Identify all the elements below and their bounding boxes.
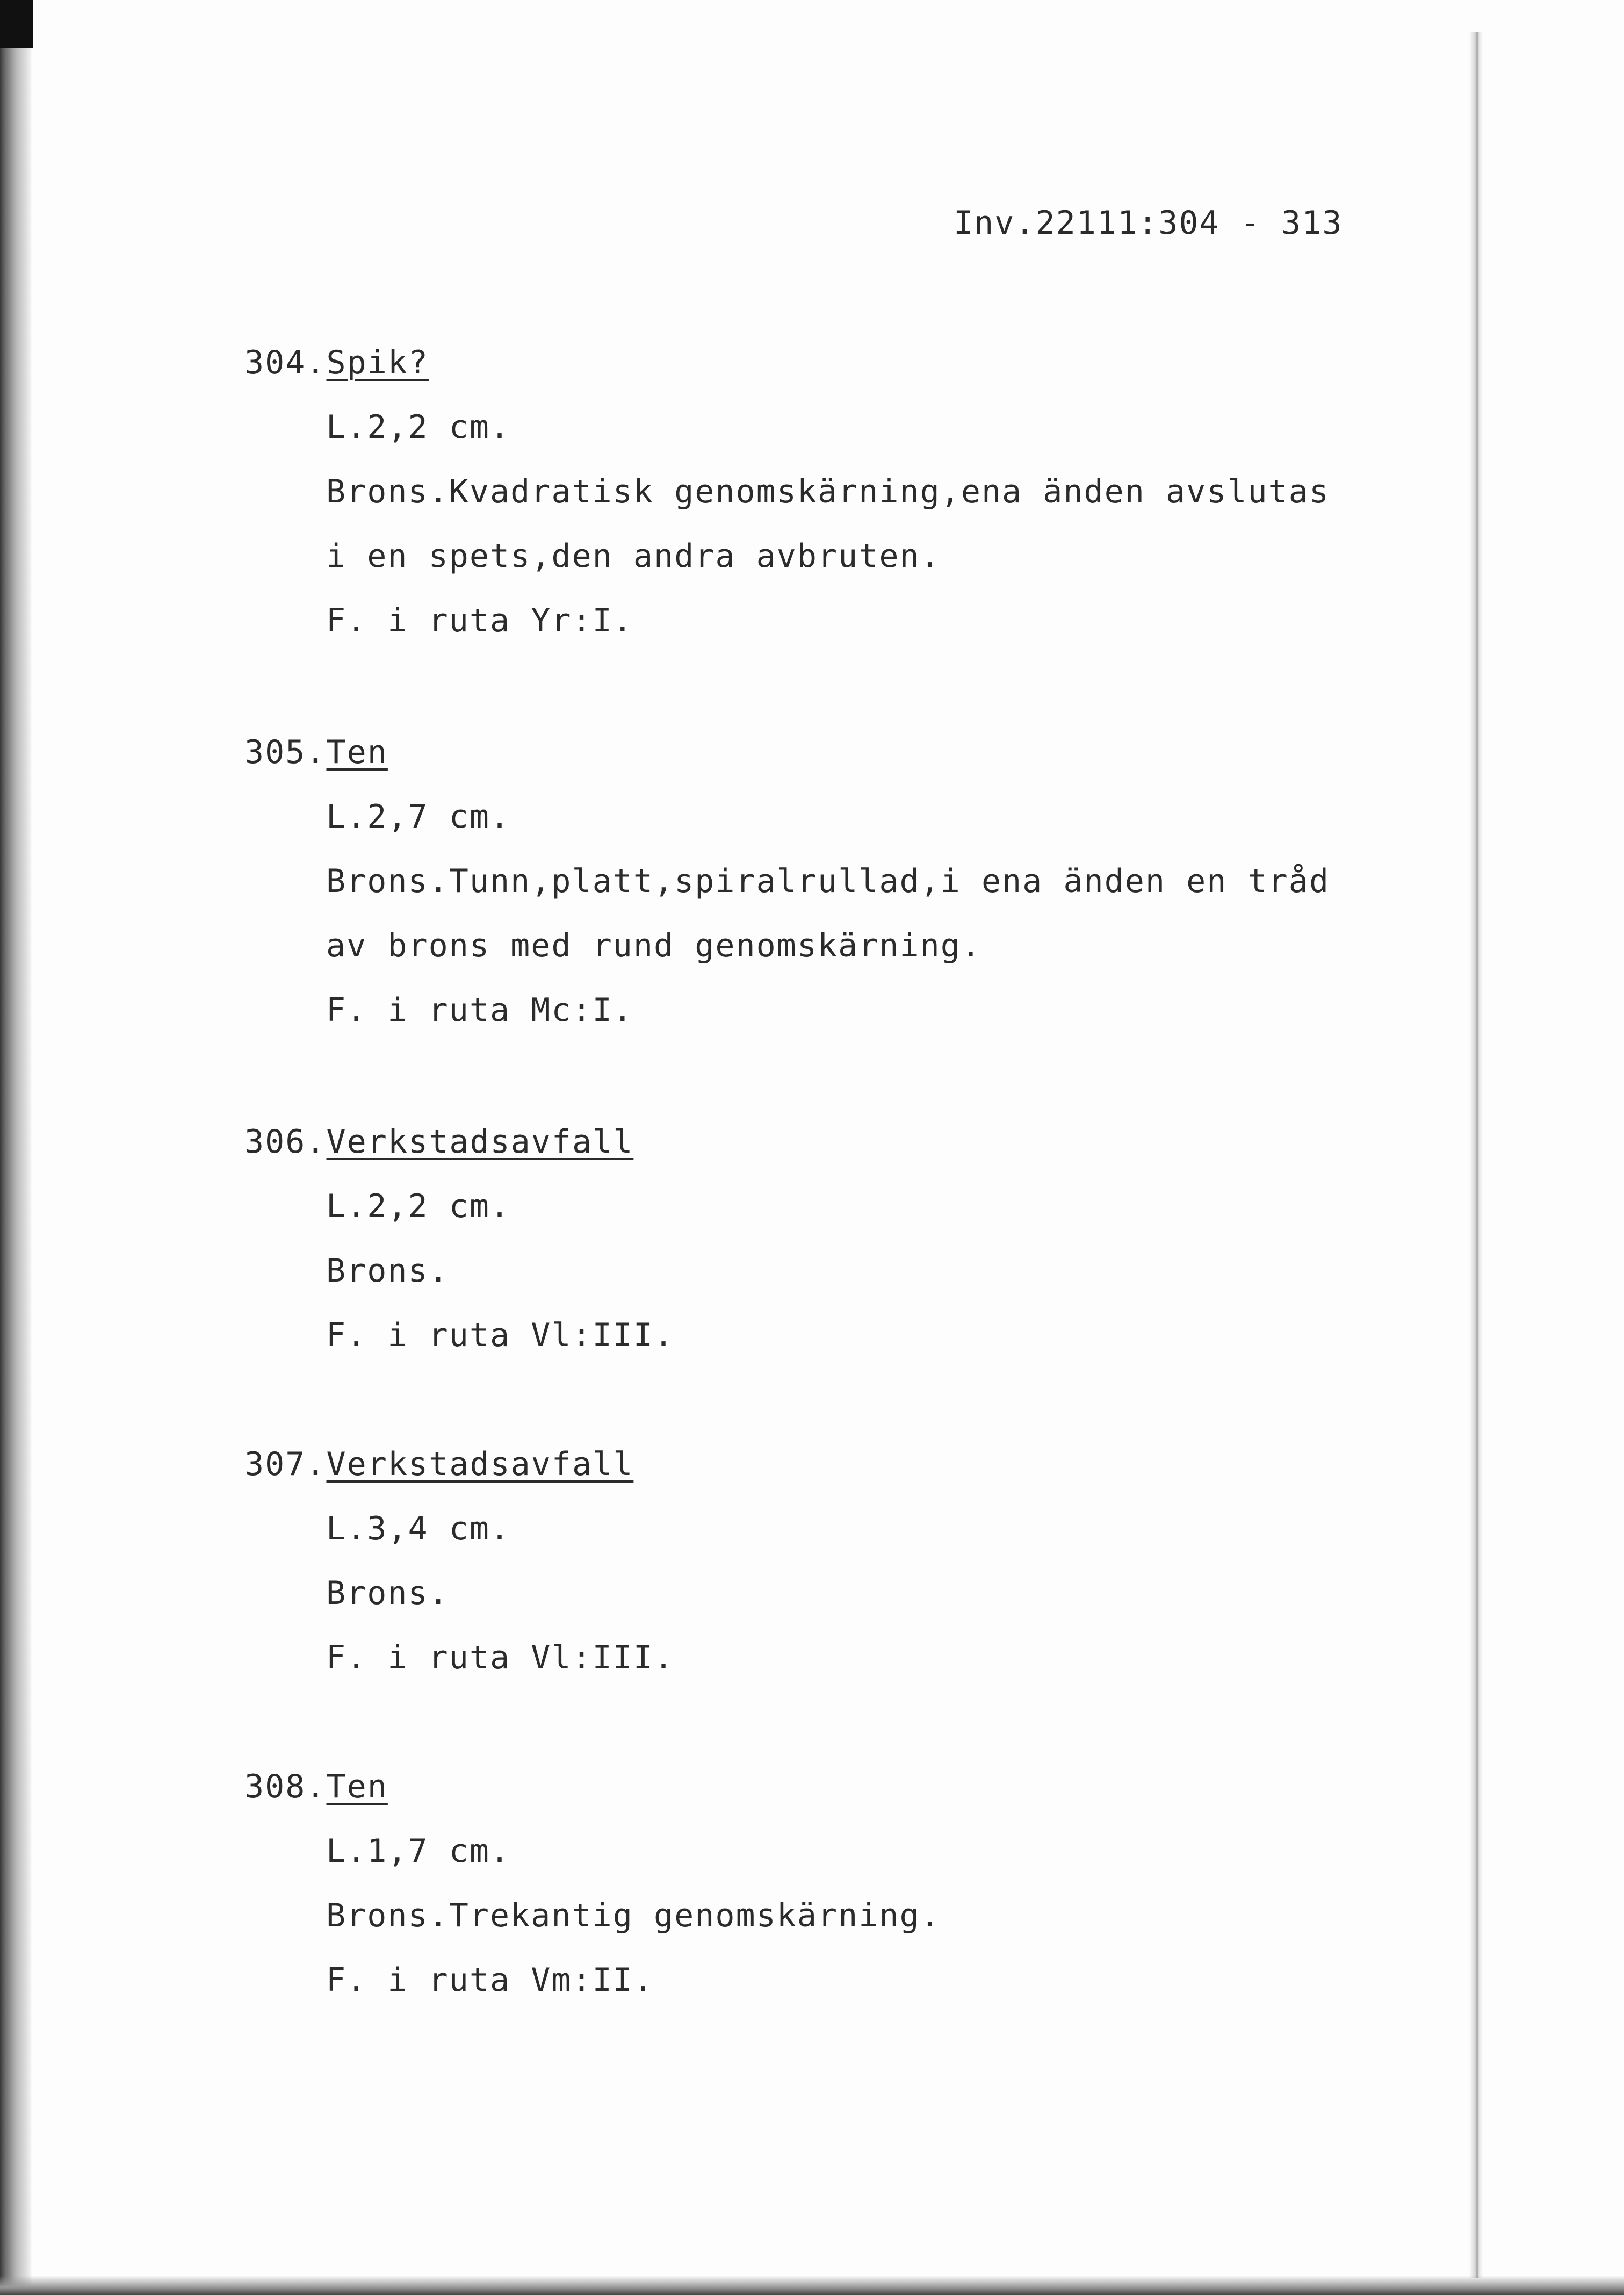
entry-name: Ten <box>326 733 388 771</box>
entry-line: Brons.Kvadratisk genomskärning,ena änden avslutas <box>326 473 1330 510</box>
scan-edge-left <box>0 0 32 2295</box>
scan-edge-corner <box>0 0 33 48</box>
entry-line: av brons med rund genomskärning. <box>326 927 981 965</box>
entry-line: L.2,7 cm. <box>326 798 511 836</box>
entry-number: 304. <box>244 344 327 382</box>
entry-number: 305. <box>244 733 327 771</box>
entry-name: Verkstadsavfall <box>326 1123 634 1161</box>
catalog-entry <box>244 1120 1319 1357</box>
catalog-entry <box>244 1765 1319 2002</box>
entry-title <box>244 341 1319 384</box>
entry-number: 306. <box>244 1123 327 1161</box>
entry-line: F. i ruta Vl:III. <box>326 1639 675 1677</box>
entry-name: Spik? <box>326 344 429 382</box>
catalog-entry <box>244 341 1330 642</box>
entry-title <box>244 1120 1319 1163</box>
entry-title <box>244 731 1319 774</box>
entry-line: Brons. <box>326 1252 449 1290</box>
entry-line: Brons.Trekantig genomskärning. <box>326 1897 941 1934</box>
entry-line: i en spets,den andra avbruten. <box>326 537 941 575</box>
scan-edge-right-line <box>1476 32 1478 2278</box>
entry-name: Ten <box>326 1768 388 1805</box>
inventory-header: Inv.22111:304 - 313 <box>954 204 1343 242</box>
entry-name: Verkstadsavfall <box>326 1445 634 1483</box>
entry-title <box>244 1443 1319 1486</box>
entry-line: F. i ruta Yr:I. <box>326 602 633 639</box>
entry-line: F. i ruta Vl:III. <box>326 1316 675 1354</box>
scan-edge-bottom <box>0 2276 1624 2295</box>
catalog-entry <box>244 1443 1319 1679</box>
entry-title <box>244 1765 1319 1808</box>
entry-line: Brons.Tunn,platt,spiralrullad,i ena änden en tråd <box>326 862 1330 900</box>
entry-line: L.1,7 cm. <box>326 1832 511 1870</box>
entry-line: F. i ruta Vm:II. <box>326 1961 654 1999</box>
entry-line: L.2,2 cm. <box>326 408 511 446</box>
entry-line: Brons. <box>326 1574 449 1612</box>
entry-line: F. i ruta Mc:I. <box>326 991 633 1029</box>
entry-line: L.2,2 cm. <box>326 1188 511 1225</box>
entry-number: 307. <box>244 1445 327 1483</box>
entry-line: L.3,4 cm. <box>326 1510 511 1548</box>
entry-number: 308. <box>244 1768 327 1805</box>
catalog-entry <box>244 731 1330 1032</box>
